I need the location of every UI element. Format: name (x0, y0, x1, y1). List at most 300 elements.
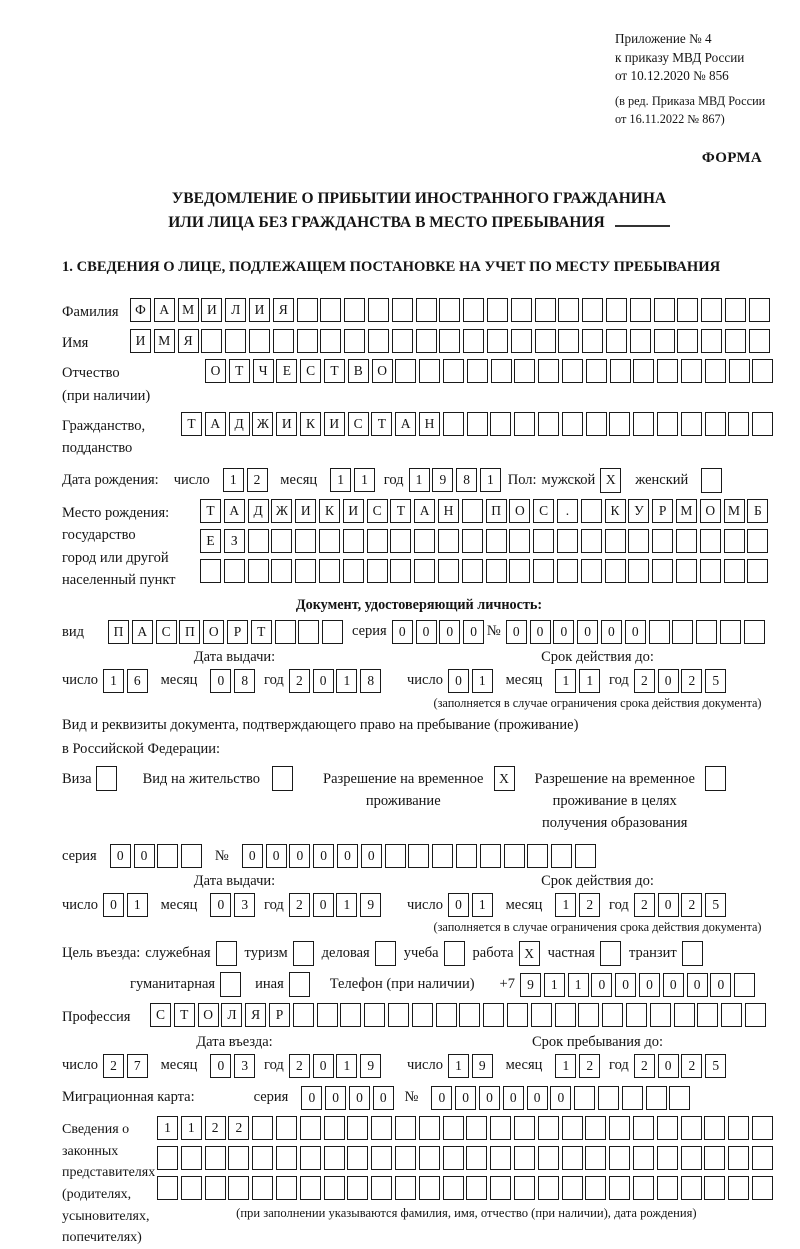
char-box[interactable] (295, 559, 316, 583)
char-box[interactable]: 8 (456, 468, 477, 492)
char-box[interactable]: Я (178, 329, 199, 353)
char-box[interactable]: 1 (472, 669, 493, 693)
char-box[interactable] (181, 844, 202, 868)
char-box[interactable] (490, 1146, 511, 1170)
char-box[interactable] (704, 1116, 725, 1140)
char-box[interactable]: И (201, 298, 222, 322)
char-box[interactable] (704, 1176, 725, 1200)
char-box[interactable]: Т (390, 499, 411, 523)
char-box[interactable] (276, 1146, 297, 1170)
char-box[interactable]: 0 (553, 620, 574, 644)
char-box[interactable]: 0 (591, 973, 612, 997)
char-box[interactable] (483, 1003, 504, 1027)
issue-year-input[interactable] (289, 669, 384, 693)
char-box[interactable]: О (700, 499, 721, 523)
char-box[interactable] (514, 1146, 535, 1170)
char-box[interactable] (504, 844, 525, 868)
char-box[interactable] (721, 1003, 742, 1027)
char-box[interactable] (486, 559, 507, 583)
doc-series-input[interactable] (392, 620, 487, 644)
char-box[interactable] (320, 298, 341, 322)
char-box[interactable] (443, 1176, 464, 1200)
char-box[interactable] (271, 559, 292, 583)
char-box[interactable]: 6 (127, 669, 148, 693)
char-box[interactable]: 0 (455, 1086, 476, 1110)
char-box[interactable]: 9 (520, 973, 541, 997)
char-box[interactable] (724, 559, 745, 583)
char-box[interactable] (344, 298, 365, 322)
char-box[interactable]: 0 (134, 844, 155, 868)
char-box[interactable] (728, 1116, 749, 1140)
char-box[interactable]: 8 (234, 669, 255, 693)
char-box[interactable] (157, 1146, 178, 1170)
stay-month-input[interactable] (555, 1054, 603, 1078)
surname-input[interactable] (130, 298, 773, 322)
char-box[interactable] (700, 529, 721, 553)
char-box[interactable]: 1 (555, 1054, 576, 1078)
char-box[interactable] (224, 559, 245, 583)
char-box[interactable] (514, 1116, 535, 1140)
char-box[interactable]: 1 (448, 1054, 469, 1078)
char-box[interactable] (392, 329, 413, 353)
char-box[interactable]: 1 (579, 669, 600, 693)
char-box[interactable] (300, 1146, 321, 1170)
char-box[interactable]: Б (747, 499, 768, 523)
birth-year-input[interactable] (409, 468, 504, 492)
char-box[interactable]: 2 (681, 1054, 702, 1078)
char-box[interactable] (367, 559, 388, 583)
char-box[interactable]: 1 (472, 893, 493, 917)
char-box[interactable] (487, 298, 508, 322)
char-box[interactable]: А (205, 412, 226, 436)
char-box[interactable]: Р (269, 1003, 290, 1027)
char-box[interactable] (551, 844, 572, 868)
char-box[interactable] (295, 529, 316, 553)
char-box[interactable] (538, 359, 559, 383)
char-box[interactable] (388, 1003, 409, 1027)
char-box[interactable] (734, 973, 755, 997)
char-box[interactable] (533, 559, 554, 583)
checkbox-female[interactable] (701, 468, 722, 493)
char-box[interactable]: Л (225, 298, 246, 322)
birth-place-input-row-1[interactable] (200, 499, 771, 523)
char-box[interactable]: 0 (110, 844, 131, 868)
char-box[interactable]: 0 (479, 1086, 500, 1110)
char-box[interactable] (749, 329, 770, 353)
char-box[interactable] (368, 329, 389, 353)
char-box[interactable]: А (414, 499, 435, 523)
char-box[interactable]: 2 (681, 669, 702, 693)
char-box[interactable] (201, 329, 222, 353)
char-box[interactable] (605, 529, 626, 553)
char-box[interactable] (275, 620, 296, 644)
char-box[interactable] (598, 1086, 619, 1110)
char-box[interactable] (538, 412, 559, 436)
char-box[interactable] (395, 1116, 416, 1140)
char-box[interactable]: 9 (472, 1054, 493, 1078)
char-box[interactable] (480, 844, 501, 868)
char-box[interactable] (395, 1176, 416, 1200)
char-box[interactable] (696, 620, 717, 644)
char-box[interactable]: 0 (301, 1086, 322, 1110)
char-box[interactable] (752, 1146, 773, 1170)
char-box[interactable] (681, 412, 702, 436)
char-box[interactable]: Т (229, 359, 250, 383)
char-box[interactable]: 0 (242, 844, 263, 868)
char-box[interactable] (324, 1176, 345, 1200)
char-box[interactable] (669, 1086, 690, 1110)
char-box[interactable] (343, 559, 364, 583)
char-box[interactable] (408, 844, 429, 868)
char-box[interactable] (385, 844, 406, 868)
char-box[interactable] (395, 359, 416, 383)
char-box[interactable]: 2 (681, 893, 702, 917)
char-box[interactable] (320, 329, 341, 353)
char-box[interactable] (747, 529, 768, 553)
char-box[interactable] (609, 1146, 630, 1170)
char-box[interactable] (414, 529, 435, 553)
char-box[interactable] (657, 359, 678, 383)
checkbox-male[interactable]: X (600, 468, 621, 493)
char-box[interactable] (181, 1176, 202, 1200)
checkbox-residence-permit[interactable] (272, 766, 293, 791)
char-box[interactable] (271, 529, 292, 553)
char-box[interactable]: Т (181, 412, 202, 436)
char-box[interactable] (205, 1146, 226, 1170)
char-box[interactable] (705, 359, 726, 383)
char-box[interactable]: 0 (550, 1086, 571, 1110)
char-box[interactable] (467, 412, 488, 436)
char-box[interactable] (487, 329, 508, 353)
char-box[interactable]: В (348, 359, 369, 383)
char-box[interactable] (419, 359, 440, 383)
residence-expiry-month-input[interactable] (555, 893, 603, 917)
char-box[interactable] (622, 1086, 643, 1110)
char-box[interactable]: А (154, 298, 175, 322)
residence-issue-day-input[interactable] (103, 893, 151, 917)
char-box[interactable] (633, 1176, 654, 1200)
char-box[interactable] (416, 329, 437, 353)
char-box[interactable] (533, 529, 554, 553)
char-box[interactable]: Ж (271, 499, 292, 523)
char-box[interactable]: П (108, 620, 129, 644)
char-box[interactable] (297, 298, 318, 322)
char-box[interactable] (628, 559, 649, 583)
char-box[interactable]: А (224, 499, 245, 523)
checkbox-temp-residence-edu[interactable] (705, 766, 726, 791)
char-box[interactable] (747, 559, 768, 583)
char-box[interactable]: П (486, 499, 507, 523)
char-box[interactable] (390, 559, 411, 583)
char-box[interactable] (367, 529, 388, 553)
char-box[interactable] (432, 844, 453, 868)
char-box[interactable]: А (132, 620, 153, 644)
char-box[interactable] (419, 1116, 440, 1140)
char-box[interactable] (436, 1003, 457, 1027)
residence-issue-month-input[interactable] (210, 893, 258, 917)
char-box[interactable] (347, 1146, 368, 1170)
char-box[interactable]: 2 (289, 669, 310, 693)
patronymic-input[interactable] (205, 359, 776, 383)
char-box[interactable] (728, 412, 749, 436)
char-box[interactable] (558, 298, 579, 322)
char-box[interactable] (633, 1146, 654, 1170)
char-box[interactable]: Н (438, 499, 459, 523)
char-box[interactable]: 1 (157, 1116, 178, 1140)
char-box[interactable] (490, 1176, 511, 1200)
char-box[interactable] (728, 1176, 749, 1200)
stay-year-input[interactable] (634, 1054, 729, 1078)
char-box[interactable]: 1 (409, 468, 430, 492)
stay-day-input[interactable] (448, 1054, 496, 1078)
char-box[interactable]: 1 (544, 973, 565, 997)
char-box[interactable] (438, 559, 459, 583)
char-box[interactable] (371, 1176, 392, 1200)
char-box[interactable] (486, 529, 507, 553)
migration-series-input[interactable] (301, 1086, 396, 1110)
char-box[interactable]: 0 (658, 893, 679, 917)
char-box[interactable]: 0 (313, 669, 334, 693)
char-box[interactable] (677, 329, 698, 353)
char-box[interactable]: Т (371, 412, 392, 436)
char-box[interactable]: 0 (289, 844, 310, 868)
char-box[interactable]: 2 (289, 1054, 310, 1078)
char-box[interactable]: 0 (210, 669, 231, 693)
char-box[interactable] (491, 359, 512, 383)
char-box[interactable] (340, 1003, 361, 1027)
char-box[interactable] (562, 412, 583, 436)
checkbox-visa[interactable] (96, 766, 117, 791)
char-box[interactable]: 5 (705, 1054, 726, 1078)
char-box[interactable] (248, 559, 269, 583)
entry-year-input[interactable] (289, 1054, 384, 1078)
char-box[interactable] (650, 1003, 671, 1027)
char-box[interactable] (276, 1116, 297, 1140)
char-box[interactable]: О (205, 359, 226, 383)
char-box[interactable] (456, 844, 477, 868)
char-box[interactable] (527, 844, 548, 868)
representatives-input-row-1[interactable] (157, 1116, 776, 1140)
char-box[interactable] (395, 1146, 416, 1170)
char-box[interactable]: 0 (266, 844, 287, 868)
char-box[interactable] (630, 298, 651, 322)
char-box[interactable]: Т (324, 359, 345, 383)
char-box[interactable] (626, 1003, 647, 1027)
char-box[interactable] (300, 1116, 321, 1140)
char-box[interactable]: Д (229, 412, 250, 436)
char-box[interactable] (609, 1116, 630, 1140)
char-box[interactable]: О (203, 620, 224, 644)
checkbox-private[interactable] (600, 941, 621, 966)
char-box[interactable]: 8 (360, 669, 381, 693)
char-box[interactable] (609, 1176, 630, 1200)
char-box[interactable]: И (295, 499, 316, 523)
residence-issue-year-input[interactable] (289, 893, 384, 917)
char-box[interactable] (344, 329, 365, 353)
birth-place-input-row-3[interactable] (200, 559, 771, 583)
char-box[interactable] (347, 1176, 368, 1200)
char-box[interactable] (200, 559, 221, 583)
char-box[interactable] (252, 1116, 273, 1140)
char-box[interactable] (511, 329, 532, 353)
char-box[interactable] (606, 329, 627, 353)
char-box[interactable]: С (533, 499, 554, 523)
char-box[interactable] (681, 1176, 702, 1200)
entry-month-input[interactable] (210, 1054, 258, 1078)
char-box[interactable] (414, 559, 435, 583)
char-box[interactable]: 5 (705, 669, 726, 693)
char-box[interactable] (538, 1116, 559, 1140)
char-box[interactable]: Т (251, 620, 272, 644)
char-box[interactable]: 0 (463, 620, 484, 644)
char-box[interactable] (628, 529, 649, 553)
char-box[interactable] (298, 620, 319, 644)
char-box[interactable]: 0 (687, 973, 708, 997)
checkbox-tourism[interactable] (293, 941, 314, 966)
char-box[interactable] (725, 298, 746, 322)
char-box[interactable] (705, 412, 726, 436)
char-box[interactable]: 1 (480, 468, 501, 492)
char-box[interactable]: 0 (431, 1086, 452, 1110)
char-box[interactable] (672, 620, 693, 644)
char-box[interactable]: Ф (130, 298, 151, 322)
char-box[interactable]: 0 (313, 893, 334, 917)
char-box[interactable] (728, 1146, 749, 1170)
char-box[interactable]: Ч (253, 359, 274, 383)
char-box[interactable] (752, 359, 773, 383)
checkbox-work[interactable]: X (519, 941, 540, 966)
char-box[interactable] (697, 1003, 718, 1027)
char-box[interactable]: 1 (568, 973, 589, 997)
char-box[interactable] (681, 1116, 702, 1140)
char-box[interactable] (633, 1116, 654, 1140)
char-box[interactable]: 0 (313, 1054, 334, 1078)
char-box[interactable]: 0 (349, 1086, 370, 1110)
expiry-month-input[interactable] (555, 669, 603, 693)
char-box[interactable] (438, 529, 459, 553)
char-box[interactable] (443, 1116, 464, 1140)
char-box[interactable] (535, 298, 556, 322)
char-box[interactable] (462, 529, 483, 553)
char-box[interactable]: 1 (336, 893, 357, 917)
char-box[interactable] (324, 1146, 345, 1170)
profession-input[interactable] (150, 1003, 769, 1027)
char-box[interactable]: 0 (658, 669, 679, 693)
char-box[interactable] (466, 1116, 487, 1140)
char-box[interactable]: Д (248, 499, 269, 523)
char-box[interactable] (248, 529, 269, 553)
expiry-year-input[interactable] (634, 669, 729, 693)
char-box[interactable]: И (130, 329, 151, 353)
char-box[interactable]: 0 (639, 973, 660, 997)
char-box[interactable]: 0 (506, 620, 527, 644)
char-box[interactable]: 0 (439, 620, 460, 644)
char-box[interactable]: И (276, 412, 297, 436)
char-box[interactable] (273, 329, 294, 353)
char-box[interactable]: 1 (223, 468, 244, 492)
char-box[interactable] (724, 529, 745, 553)
char-box[interactable] (439, 298, 460, 322)
char-box[interactable] (462, 559, 483, 583)
char-box[interactable]: 1 (336, 669, 357, 693)
char-box[interactable] (252, 1176, 273, 1200)
char-box[interactable] (681, 359, 702, 383)
char-box[interactable] (181, 1146, 202, 1170)
char-box[interactable]: 0 (615, 973, 636, 997)
char-box[interactable]: 1 (103, 669, 124, 693)
char-box[interactable]: 1 (555, 893, 576, 917)
birth-month-input[interactable] (330, 468, 378, 492)
char-box[interactable] (562, 359, 583, 383)
char-box[interactable] (490, 412, 511, 436)
char-box[interactable]: 1 (330, 468, 351, 492)
char-box[interactable]: А (395, 412, 416, 436)
char-box[interactable] (157, 844, 178, 868)
char-box[interactable]: 0 (625, 620, 646, 644)
char-box[interactable]: 0 (601, 620, 622, 644)
char-box[interactable] (416, 298, 437, 322)
char-box[interactable] (725, 329, 746, 353)
char-box[interactable] (657, 1116, 678, 1140)
char-box[interactable] (225, 329, 246, 353)
char-box[interactable] (646, 1086, 667, 1110)
char-box[interactable] (459, 1003, 480, 1027)
char-box[interactable] (676, 559, 697, 583)
char-box[interactable] (582, 298, 603, 322)
char-box[interactable] (322, 620, 343, 644)
char-box[interactable] (319, 559, 340, 583)
char-box[interactable]: С (367, 499, 388, 523)
char-box[interactable]: 0 (210, 1054, 231, 1078)
char-box[interactable] (466, 1146, 487, 1170)
char-box[interactable] (293, 1003, 314, 1027)
char-box[interactable] (463, 298, 484, 322)
char-box[interactable] (392, 298, 413, 322)
char-box[interactable] (633, 359, 654, 383)
char-box[interactable] (535, 329, 556, 353)
char-box[interactable]: Р (652, 499, 673, 523)
char-box[interactable] (582, 329, 603, 353)
char-box[interactable] (443, 1146, 464, 1170)
char-box[interactable]: 1 (354, 468, 375, 492)
given-name-input[interactable] (130, 329, 773, 353)
char-box[interactable] (419, 1146, 440, 1170)
char-box[interactable] (677, 298, 698, 322)
char-box[interactable] (463, 329, 484, 353)
char-box[interactable]: З (224, 529, 245, 553)
char-box[interactable] (205, 1176, 226, 1200)
checkbox-temp-residence[interactable]: X (494, 766, 515, 791)
char-box[interactable]: 9 (360, 1054, 381, 1078)
char-box[interactable] (443, 412, 464, 436)
char-box[interactable] (297, 329, 318, 353)
char-box[interactable] (319, 529, 340, 553)
char-box[interactable]: 2 (579, 1054, 600, 1078)
char-box[interactable] (538, 1146, 559, 1170)
char-box[interactable] (347, 1116, 368, 1140)
char-box[interactable] (729, 359, 750, 383)
char-box[interactable]: К (300, 412, 321, 436)
char-box[interactable] (749, 298, 770, 322)
char-box[interactable] (466, 1176, 487, 1200)
char-box[interactable] (586, 359, 607, 383)
char-box[interactable]: 2 (103, 1054, 124, 1078)
char-box[interactable] (300, 1176, 321, 1200)
char-box[interactable] (538, 1176, 559, 1200)
char-box[interactable]: С (156, 620, 177, 644)
char-box[interactable]: О (509, 499, 530, 523)
char-box[interactable]: С (150, 1003, 171, 1027)
